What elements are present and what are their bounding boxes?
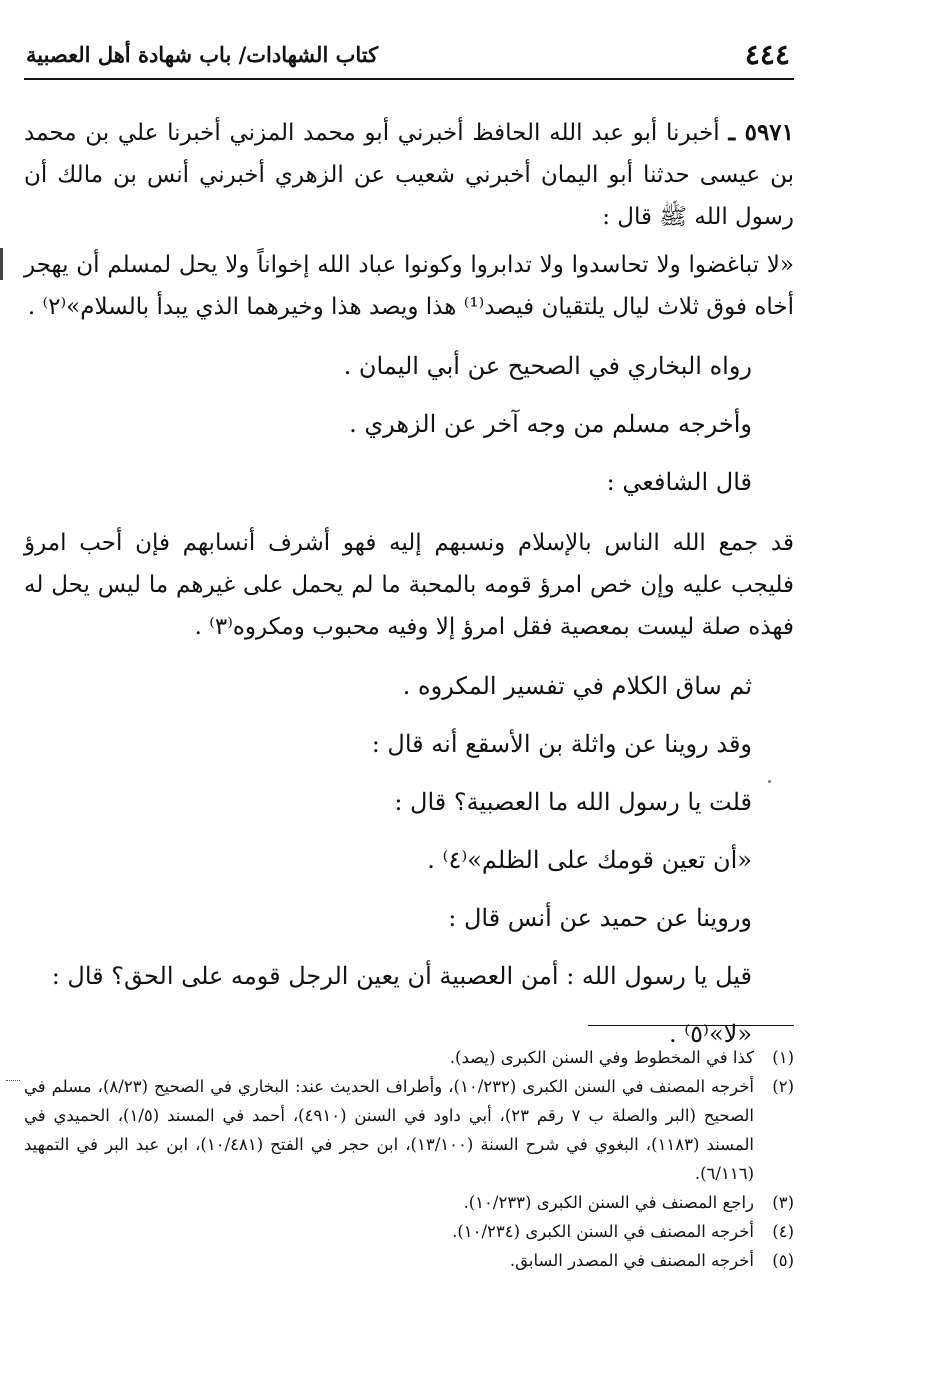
- footnote-number: (٢): [772, 1077, 794, 1096]
- hadith-isnad: [24, 112, 794, 238]
- footnote-text: راجع المصنف في السنن الكبرى (١٠/٢٣٣).: [463, 1193, 754, 1212]
- page-header: [24, 36, 794, 80]
- scan-speck: [768, 780, 771, 783]
- footnote-number: (٣): [772, 1193, 794, 1212]
- shafii-heading: قال الشافعي :: [606, 468, 752, 496]
- footnote-text: أخرجه المصنف في السنن الكبرى (١٠/٢٣٢)، وأطراف الحديث عند: البخاري في الصحيح (٨/٢٣)، مسلم في الصحيح (البر والصلة ب ٧ رقم ٢٣)، أبي داود في السنن (٤٩١٠)، أحمد في المسند (١/٥)، الحميدي في المسند (١١٨٣)، البغوي في شرح السنة (١٣/١٠٠)، ابن حجر في الفتح (١٠/٤٨١)، ابن عبد البر في التمهيد (٦/١١٦).: [24, 1077, 754, 1183]
- running-title: كتاب الشهادات/ باب شهادة أهل العصبية: [26, 42, 379, 67]
- text-line: «أن تعين قومك على الظلم»⁽٤⁾ .: [427, 846, 752, 874]
- footnote-number: (١): [772, 1048, 794, 1067]
- footnote-item: [24, 1072, 794, 1188]
- main-text: [24, 112, 794, 1074]
- hadith-matn: «لا تباغضوا ولا تحاسدوا ولا تدابروا وكونوا عباد الله إخواناً ولا يحل لمسلم أن يهجر أخاه فوق ثلاث ليال يلتقيان فيصد⁽¹⁾ هذا ويصد هذا وخيرهما الذي يبدأ بالسلام»⁽٢⁾ .: [24, 252, 794, 320]
- shafii-paragraph: قد جمع الله الناس بالإسلام ونسبهم إليه فهو أشرف أنسابهم فإن أحب امرؤ فليجب عليه وإن خص امرؤ قومه بالمحبة ما لم يحمل على غيرهم ما ليس يحل له فهذه صلة ليست بمعصية فقل امرؤ إلا وفيه محبوب ومكروه⁽٣⁾ .: [24, 530, 794, 640]
- footnote-text: أخرجه المصنف في السنن الكبرى (١٠/٢٣٤).: [452, 1222, 754, 1241]
- scan-edge-mark: [0, 248, 3, 280]
- scan-speck: [6, 1080, 20, 1089]
- footnote-text: أخرجه المصنف في المصدر السابق.: [509, 1251, 754, 1270]
- footnote-item: [24, 1217, 794, 1246]
- footnote-item: [24, 1246, 794, 1275]
- text-line: قلت يا رسول الله ما العصبية؟ قال :: [394, 788, 752, 816]
- narration-note-bukhari: رواه البخاري في الصحيح عن أبي اليمان .: [343, 352, 752, 380]
- footnote-number: (٥): [772, 1251, 794, 1270]
- footnotes: [24, 1043, 794, 1275]
- footnote-item: [24, 1043, 794, 1072]
- footnote-item: [24, 1188, 794, 1217]
- footnote-divider: [588, 1025, 794, 1026]
- narration-note-muslim: وأخرجه مسلم من وجه آخر عن الزهري .: [349, 410, 752, 438]
- text-line: «لا»⁽٥⁾ .: [669, 1020, 752, 1048]
- hadith-number: ٥٩٧١ ـ: [728, 119, 795, 146]
- text-line: ثم ساق الكلام في تفسير المكروه .: [402, 672, 752, 700]
- footnote-number: (٤): [772, 1222, 794, 1241]
- page-number: ٤٤٤: [744, 38, 790, 71]
- text-line: وقد روينا عن واثلة بن الأسقع أنه قال :: [371, 730, 752, 758]
- text-line: وروينا عن حميد عن أنس قال :: [448, 904, 752, 932]
- text-line: قيل يا رسول الله : أمن العصبية أن يعين الرجل قومه على الحق؟ قال :: [51, 962, 752, 990]
- isnad-text: أخبرنا أبو عبد الله الحافظ أخبرني أبو محمد المزني أخبرنا علي بن محمد بن عيسى حدثنا أبو اليمان أخبرني شعيب عن الزهري أخبرني أنس بن مالك أن رسول الله ﷺ قال :: [24, 120, 794, 230]
- footnote-text: كذا في المخطوط وفي السنن الكبرى (يصد).: [449, 1048, 754, 1067]
